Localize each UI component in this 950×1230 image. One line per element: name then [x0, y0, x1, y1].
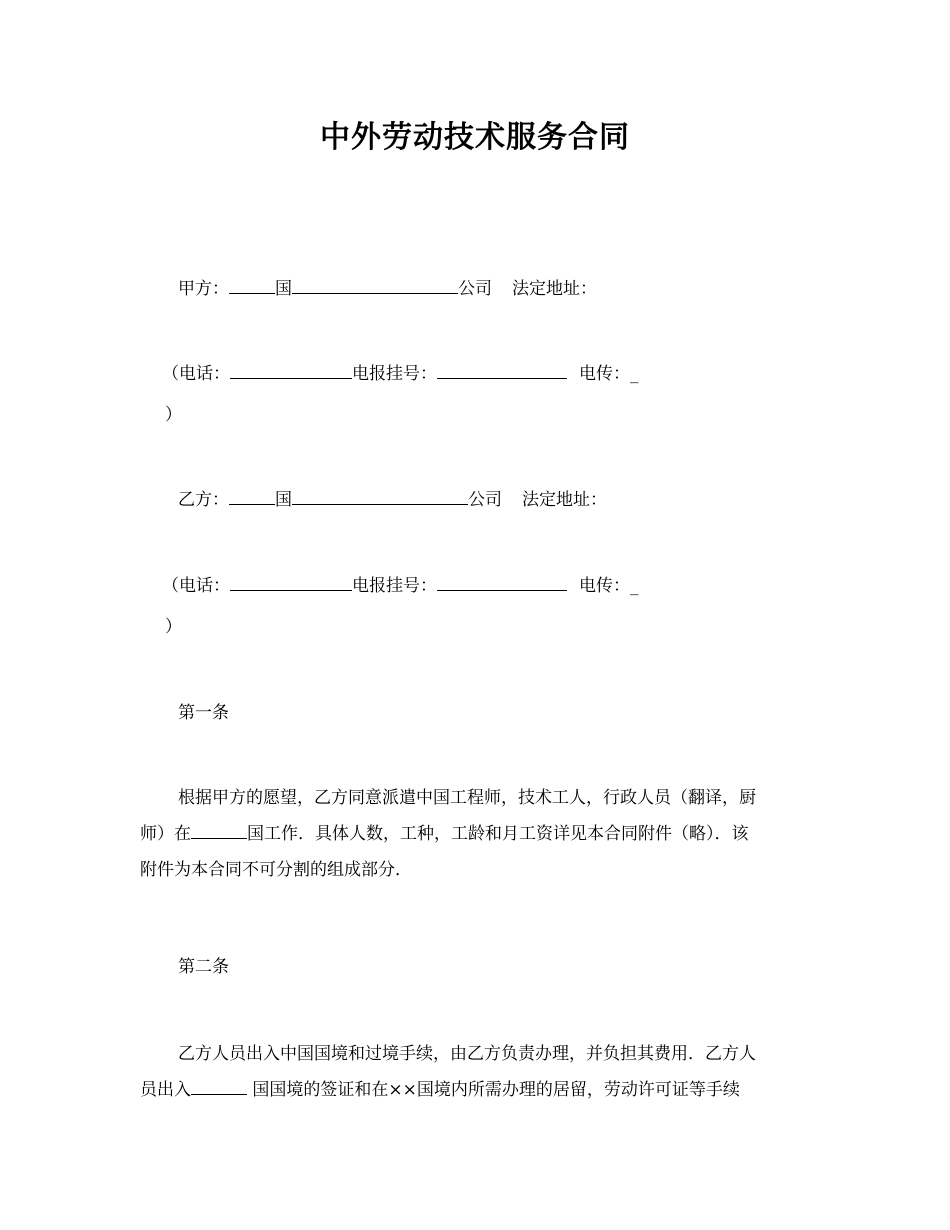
- open-paren: （: [162, 576, 179, 596]
- party-a-address-label: 法定地址：: [512, 279, 597, 299]
- fax-tail: _: [630, 576, 639, 596]
- phone-label: 电话：: [179, 364, 230, 384]
- party-a-close-paren: ）: [165, 405, 182, 425]
- exit-country-blank: [191, 1078, 247, 1095]
- telegram-label: 电报挂号：: [352, 576, 437, 596]
- party-a-line: [0, 277, 950, 301]
- article-2-heading: 第二条: [178, 957, 229, 977]
- party-a-country-blank: [229, 277, 275, 294]
- fax-tail: _: [630, 364, 639, 384]
- party-a-company-blank: [292, 277, 458, 294]
- party-b-company-blank: [292, 488, 468, 505]
- telegram-label: 电报挂号：: [352, 364, 437, 384]
- party-b-line: [0, 488, 950, 512]
- article-1-line-3: 附件为本合同不可分割的组成部分．: [140, 860, 412, 880]
- party-b-address-label: 法定地址：: [522, 490, 607, 510]
- telegram-blank: [437, 362, 567, 379]
- party-a-company-suffix: 公司: [458, 279, 492, 299]
- work-country-blank: [191, 822, 247, 839]
- party-a-country-suffix: 国: [275, 279, 292, 299]
- party-b-country-suffix: 国: [275, 490, 292, 510]
- open-paren: （: [162, 364, 179, 384]
- phone-blank: [230, 574, 352, 591]
- telegram-blank: [437, 574, 567, 591]
- fax-label: 电传：: [579, 576, 630, 596]
- article-1-line-1: 根据甲方的愿望，乙方同意派遣中国工程师，技术工人，行政人员（翻译，厨: [178, 788, 756, 808]
- party-b-country-blank: [229, 488, 275, 505]
- party-b-contact-line: [0, 574, 950, 598]
- phone-label: 电话：: [179, 576, 230, 596]
- party-b-close-paren: ）: [165, 617, 182, 637]
- fax-label: 电传：: [579, 364, 630, 384]
- article-2-line-2: 员出入 国国境的签证和在××国境内所需办理的居留，劳动许可证等手续: [140, 1080, 740, 1100]
- article-1-line-2: 师）在 国工作．具体人数，工种，工龄和月工资详见本合同附件（略）．该: [140, 824, 749, 844]
- party-a-contact-line: [0, 362, 950, 386]
- article-2-body: [140, 1036, 812, 1108]
- party-a-label: 甲方：: [178, 279, 229, 299]
- document-title: 中外劳动技术服务合同: [320, 120, 630, 155]
- article-1-heading: 第一条: [178, 703, 229, 723]
- party-b-company-suffix: 公司: [468, 490, 502, 510]
- article-1-body: [140, 780, 812, 888]
- party-b-label: 乙方：: [178, 490, 229, 510]
- phone-blank: [230, 362, 352, 379]
- article-2-line-1: 乙方人员出入中国国境和过境手续，由乙方负责办理，并负担其费用．乙方人: [178, 1044, 756, 1064]
